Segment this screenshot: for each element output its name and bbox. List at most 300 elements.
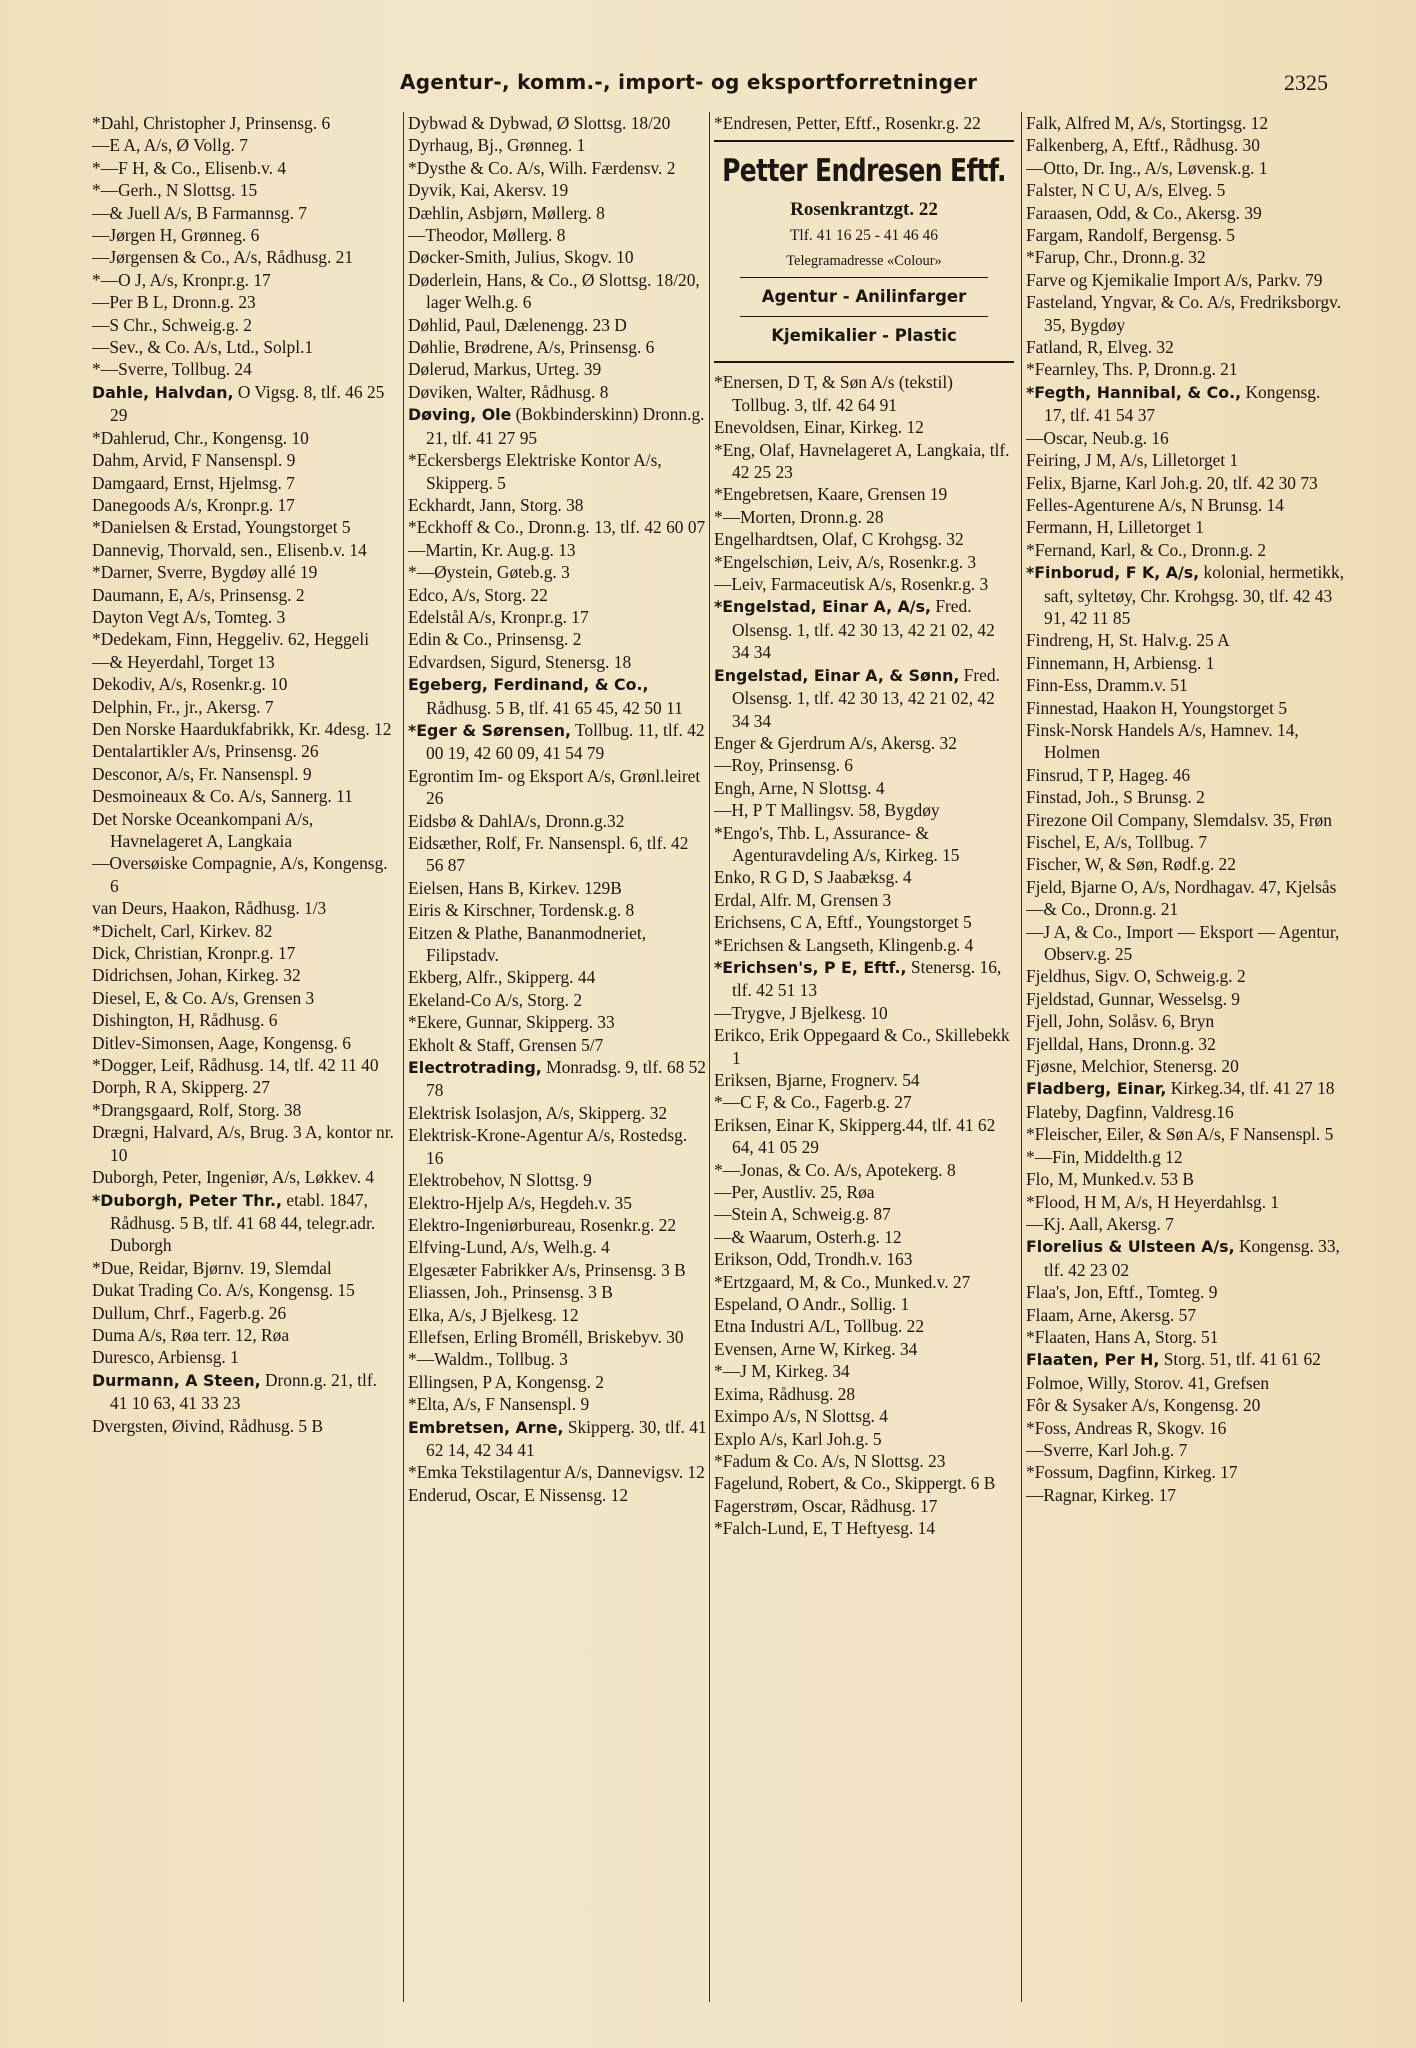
ad-line-agentur: Agentur - Anilinfarger (761, 287, 967, 307)
directory-entry (92, 157, 397, 179)
entry-text: *Farup, Chr., Dronn.g. 32 (1026, 247, 1206, 268)
entry-text: Feiring, J M, A/s, Lilletorget 1 (1026, 450, 1239, 471)
entry-text: Dæhlin, Asbjørn, Møllerg. 8 (408, 202, 605, 223)
directory-entry (92, 785, 397, 807)
entry-text: Fjell, John, Solåsv. 6, Bryn (1026, 1011, 1215, 1032)
entry-text: Finsrud, T P, Hageg. 46 (1026, 764, 1191, 785)
entry-text: Finsk-Norsk Handels A/s, Hamnev. 14, Holmen (1026, 719, 1299, 763)
entry-text: —Theodor, Møllerg. 8 (408, 225, 566, 246)
directory-entry (714, 573, 1014, 595)
column-3-entries (714, 371, 1014, 1539)
directory-entry (92, 1189, 397, 1257)
entry-text: *Foss, Andreas R, Skogv. 16 (1026, 1417, 1227, 1438)
directory-entry (92, 291, 397, 313)
directory-entry (1026, 1461, 1346, 1483)
directory-entry (1026, 381, 1346, 427)
directory-entry (1026, 629, 1346, 651)
column-divider (403, 112, 404, 2002)
directory-entry (1026, 898, 1346, 920)
directory-entry (714, 1248, 1014, 1270)
directory-entry (1026, 202, 1346, 224)
directory-entry (1026, 112, 1346, 134)
directory-entry (714, 1203, 1014, 1225)
entry-text: Elka, A/s, J Bjelkesg. 12 (408, 1304, 579, 1325)
entry-text: Dorph, R A, Skipperg. 27 (92, 1077, 270, 1098)
entry-text: —Martin, Kr. Aug.g. 13 (408, 539, 576, 560)
entry-text: Eximpo A/s, N Slottsg. 4 (714, 1406, 888, 1427)
entry-text: Finn-Ess, Dramm.v. 51 (1026, 675, 1188, 696)
column-divider (1021, 112, 1022, 2002)
column-divider (709, 112, 710, 2002)
ad-address: Rosenkrantzgt. 22 (790, 199, 938, 221)
entry-text: Erdal, Alfr. M, Grensen 3 (714, 889, 892, 910)
directory-entry (714, 1405, 1014, 1427)
entry-text: *Engebretsen, Kaare, Grensen 19 (714, 484, 948, 505)
directory-entry (408, 1348, 708, 1370)
entry-text: Kongensg. 17, tlf. 41 54 37 (1044, 381, 1321, 426)
entry-text: —Oversøiske Compagnie, A/s, Kongensg. 6 (92, 853, 388, 896)
directory-entry (1026, 1123, 1346, 1145)
directory-entry (1026, 809, 1346, 831)
entry-text: Fagerstrøm, Oscar, Rådhusg. 17 (714, 1495, 938, 1516)
directory-entry (92, 920, 397, 942)
directory-entry (92, 740, 397, 762)
entry-text: *Flaaten, Hans A, Storg. 51 (1026, 1326, 1219, 1347)
directory-entry (714, 112, 1014, 134)
directory-entry (92, 964, 397, 986)
directory-entry (92, 1166, 397, 1188)
directory-entry (1026, 1077, 1346, 1100)
entry-text: Fjeldstad, Gunnar, Wesselsg. 9 (1026, 988, 1240, 1009)
directory-entry (408, 449, 708, 494)
directory-entry (408, 719, 708, 765)
entry-text: *Darner, Sverre, Bygdøy allé 19 (92, 562, 318, 583)
entry-text: *Elta, A/s, F Nansenspl. 9 (408, 1394, 590, 1415)
entry-text: Dick, Christian, Kronpr.g. 17 (92, 943, 296, 964)
directory-entry (408, 1259, 708, 1281)
directory-entry (714, 1069, 1014, 1091)
directory-entry (92, 427, 397, 449)
entry-text: Desmoineaux & Co. A/s, Sannerg. 11 (92, 786, 353, 807)
directory-entry (92, 1076, 397, 1098)
directory-entry (1026, 786, 1346, 808)
entry-text: Finstad, Joh., S Brunsg. 2 (1026, 787, 1205, 808)
directory-entry (714, 664, 1014, 732)
directory-entry (714, 799, 1014, 821)
entry-bold-name: *Erichsen's, P E, Eftf., (714, 957, 907, 977)
entry-text: Døviken, Walter, Rådhusg. 8 (408, 381, 609, 402)
entry-text: Danegoods A/s, Kronpr.g. 17 (92, 494, 295, 515)
entry-text: Etna Industri A/L, Tollbug. 22 (714, 1316, 925, 1337)
directory-entry (1026, 246, 1346, 268)
directory-entry (408, 1192, 708, 1214)
entry-text: Dølerud, Markus, Urteg. 39 (408, 359, 602, 380)
entry-text: Døcker-Smith, Julius, Skogv. 10 (408, 247, 634, 268)
directory-entry (92, 1099, 397, 1121)
directory-entry (408, 246, 708, 268)
entry-text: —& Juell A/s, B Farmannsg. 7 (92, 202, 307, 223)
directory-entry (408, 1393, 708, 1415)
directory-entry (408, 1124, 708, 1169)
entry-text: Falkenberg, A, Eftf., Rådhusg. 30 (1026, 135, 1260, 156)
entry-text: Dybwad & Dybwad, Ø Slottsg. 18/20 (408, 113, 671, 133)
directory-entry (1026, 224, 1346, 246)
entry-text: Rådhusg. 5 B, tlf. 41 65 45, 42 50 11 (426, 697, 683, 718)
ad-company-name: Petter Endresen Eftf. (722, 152, 1006, 190)
directory-entry (408, 584, 708, 606)
entry-text: *—Sverre, Tollbug. 24 (92, 359, 252, 380)
directory-entry (714, 1517, 1014, 1539)
directory-entry (408, 765, 708, 810)
column-3-top-entries (714, 112, 1014, 134)
directory-entry (92, 112, 397, 134)
directory-entry (92, 269, 397, 291)
directory-entry (1026, 1213, 1346, 1235)
entry-text: Fatland, R, Elveg. 32 (1026, 337, 1174, 358)
entry-text: Edelstål A/s, Kronpr.g. 17 (408, 606, 589, 627)
entry-text: —H, P T Mallingsv. 58, Bygdøy (714, 800, 940, 821)
entry-bold-name: Florelius & Ulsteen A/s, (1026, 1237, 1235, 1257)
entry-text: Espeland, O Andr., Sollig. 1 (714, 1294, 910, 1315)
directory-entry (714, 911, 1014, 933)
directory-entry (714, 1002, 1014, 1024)
directory-entry (1026, 1146, 1346, 1168)
directory-entry (1026, 965, 1346, 987)
directory-entry (1026, 1348, 1346, 1371)
entry-text: —Trygve, J Bjelkesg. 10 (714, 1002, 888, 1023)
directory-entry (714, 1472, 1014, 1494)
entry-text: Eidsbø & DahlA/s, Dronn.g.32 (408, 810, 625, 831)
entry-text: *Engo's, Thb. L, Assurance- & Agenturavdeling A/s, Kirkeg. 15 (714, 822, 960, 865)
directory-entry (1026, 1191, 1346, 1213)
directory-entry (408, 1461, 708, 1483)
directory-entry (1026, 1281, 1346, 1303)
entry-text: Fjelldal, Hans, Dronn.g. 32 (1026, 1033, 1216, 1054)
entry-text: Ekberg, Alfr., Skipperg. 44 (408, 967, 596, 988)
entry-text: Eiris & Kirschner, Tordensk.g. 8 (408, 900, 635, 921)
entry-text: *Dahlerud, Chr., Kongensg. 10 (92, 427, 309, 448)
entry-text: Fjeld, Bjarne O, A/s, Nordhagav. 47, Kjelsås (1026, 876, 1337, 897)
entry-text: Dayton Vegt A/s, Tomteg. 3 (92, 606, 286, 627)
directory-entry (92, 1302, 397, 1324)
entry-bold-name: Engelstad, Einar A, & Sønn, (714, 665, 960, 685)
entry-text: Flo, M, Munked.v. 53 B (1026, 1169, 1194, 1190)
entry-text: Edvardsen, Sigurd, Stenersg. 18 (408, 651, 632, 672)
entry-text: Enderud, Oscar, E Nissensg. 12 (408, 1484, 629, 1505)
entry-text: *—Øystein, Gøteb.g. 3 (408, 562, 570, 583)
directory-entry (714, 506, 1014, 528)
directory-entry (714, 777, 1014, 799)
directory-entry (714, 439, 1014, 484)
directory-entry (408, 1326, 708, 1348)
directory-entry (1026, 697, 1346, 719)
directory-entry (714, 371, 1014, 416)
entry-text: Ellefsen, Erling Broméll, Briskebyv. 30 (408, 1326, 684, 1347)
entry-text: Desconor, A/s, Fr. Nansenspl. 9 (92, 763, 312, 784)
directory-column-4 (1026, 112, 1346, 2002)
directory-entry (714, 528, 1014, 550)
entry-text: Flaam, Arne, Akersg. 57 (1026, 1304, 1197, 1325)
entry-text: *Danielsen & Erstad, Youngstorget 5 (92, 517, 351, 538)
directory-entry (408, 1034, 708, 1056)
entry-text: —Kj. Aall, Akersg. 7 (1026, 1213, 1174, 1234)
directory-entry (1026, 179, 1346, 201)
entry-text: Dronn.g. 21, tlf. 41 10 63, 41 33 23 (110, 1369, 378, 1414)
directory-entry (408, 539, 708, 561)
entry-bold-name: Flaaten, Per H, (1026, 1350, 1160, 1370)
directory-entry (408, 606, 708, 628)
directory-entry (408, 1484, 708, 1506)
directory-entry (92, 628, 397, 650)
directory-entry (1026, 269, 1346, 291)
directory-entry (408, 922, 708, 967)
entry-text: Dentalartikler A/s, Prinsensg. 26 (92, 741, 319, 762)
ad-line-kjemikalier: Kjemikalier - Plastic (771, 326, 957, 346)
entry-text: Didrichsen, Johan, Kirkeg. 32 (92, 965, 301, 986)
directory-entry (714, 1338, 1014, 1360)
directory-entry (408, 1281, 708, 1303)
directory-entry (408, 381, 708, 403)
entry-text: Fargam, Randolf, Bergensg. 5 (1026, 225, 1235, 246)
directory-entry (714, 956, 1014, 1002)
entry-text: Eielsen, Hans B, Kirkev. 129B (408, 877, 622, 898)
directory-entry (92, 1032, 397, 1054)
entry-text: Elektrisk-Krone-Agentur A/s, Rostedsg. 16 (408, 1125, 688, 1168)
entry-text: Fjeldhus, Sigv. O, Schweig.g. 2 (1026, 966, 1246, 987)
directory-entry (408, 134, 708, 156)
ad-phone: Tlf. 41 16 25 - 41 46 46 (789, 227, 939, 245)
directory-entry (92, 224, 397, 246)
entry-text: Exima, Rådhusg. 28 (714, 1383, 856, 1404)
entry-text: Findreng, H, St. Halv.g. 25 A (1026, 630, 1230, 651)
entry-text: —E A, A/s, Ø Vollg. 7 (92, 135, 248, 156)
entry-text: (Bokbinderskinn) Dronn.g. 21, tlf. 41 27 95 (426, 404, 705, 448)
entry-bold-name: *Finborud, F K, A/s, (1026, 563, 1200, 583)
entry-text: *Dedekam, Finn, Heggeliv. 62, Heggeli (92, 629, 370, 650)
entry-text: *—Jonas, & Co. A/s, Apotekerg. 8 (714, 1159, 956, 1180)
directory-entry (408, 269, 708, 314)
entry-bold-name: Electrotrading, (408, 1058, 542, 1078)
directory-entry (408, 877, 708, 899)
directory-entry (714, 1114, 1014, 1159)
entry-bold-name: *Engelstad, Einar A, A/s, (714, 597, 931, 617)
directory-entry (408, 1011, 708, 1033)
entry-text: —Ragnar, Kirkeg. 17 (1026, 1484, 1176, 1505)
entry-text: Dukat Trading Co. A/s, Kongensg. 15 (92, 1280, 355, 1301)
entry-text: kolonial, hermetikk, saft, syltetøy, Chr. Krohgsg. 30, tlf. 42 43 91, 42 11 85 (1044, 562, 1345, 628)
directory-entry (714, 1360, 1014, 1382)
directory-entry (714, 1271, 1014, 1293)
directory-entry (1026, 134, 1346, 156)
entry-text: Duma A/s, Røa terr. 12, Røa (92, 1324, 290, 1345)
directory-entry (1026, 921, 1346, 966)
entry-text: Dyvik, Kai, Akersv. 19 (408, 180, 569, 201)
directory-entry (92, 1257, 397, 1279)
entry-text: Tollbug. 11, tlf. 42 00 19, 42 60 09, 41 54 79 (426, 719, 705, 764)
entry-text: Kirkeg.34, tlf. 41 27 18 (1166, 1078, 1335, 1099)
directory-entry (1026, 539, 1346, 561)
entry-text: Damgaard, Ernst, Hjelmsg. 7 (92, 472, 295, 493)
entry-text: Skipperg. 30, tlf. 41 62 14, 42 34 41 (426, 1416, 707, 1460)
entry-bold-name: Durmann, A Steen, (92, 1370, 261, 1390)
entry-text: Elektro-Hjelp A/s, Hegdeh.v. 35 (408, 1192, 632, 1213)
entry-text: —J A, & Co., Import — Eksport — Agentur, Observ.g. 25 (1026, 921, 1340, 965)
directory-entry (92, 718, 397, 740)
entry-text: Felles-Agenturene A/s, N Brunsg. 14 (1026, 494, 1284, 515)
entry-bold-name: *Eger & Sørensen, (408, 720, 571, 740)
entry-text: Flaa's, Jon, Eftf., Tomteg. 9 (1026, 1282, 1218, 1303)
entry-text: *—Gerh., N Slottsg. 15 (92, 180, 258, 201)
directory-entry (92, 1279, 397, 1301)
directory-entry (408, 516, 708, 538)
directory-entry (408, 899, 708, 921)
directory-entry (408, 651, 708, 673)
directory-entry (92, 808, 397, 853)
entry-text: *Engelschiøn, Leiv, A/s, Rosenkr.g. 3 (714, 551, 977, 572)
directory-entry (408, 157, 708, 179)
directory-entry (408, 673, 708, 719)
entry-text: Monradsg. 9, tlf. 68 52 78 (426, 1057, 707, 1101)
entry-text: van Deurs, Haakon, Rådhusg. 1/3 (92, 898, 327, 919)
entry-text: *—F H, & Co., Elisenb.v. 4 (92, 157, 287, 178)
page-number: 2325 (1284, 70, 1328, 95)
entry-text: —Roy, Prinsensg. 6 (714, 755, 853, 776)
directory-entry (92, 651, 397, 673)
entry-text: Eriksen, Bjarne, Frognerv. 54 (714, 1070, 920, 1090)
entry-text: Stenersg. 16, tlf. 42 51 13 (732, 956, 1002, 1001)
directory-entry (408, 989, 708, 1011)
entry-text: Enger & Gjerdrum A/s, Akersg. 32 (714, 732, 957, 753)
directory-entry (92, 472, 397, 494)
directory-entry (714, 1495, 1014, 1517)
directory-column-3 (714, 112, 1014, 2002)
entry-text: —& Waarum, Osterh.g. 12 (714, 1226, 902, 1247)
entry-text: Explo A/s, Karl Joh.g. 5 (714, 1428, 882, 1449)
entry-text: Fasteland, Yngvar, & Co. A/s, Fredriksborgv. 35, Bygdøy (1026, 292, 1342, 335)
entry-text: Engelhardtsen, Olaf, C Krohgsg. 32 (714, 529, 964, 550)
entry-text: Duresco, Arbiensg. 1 (92, 1347, 239, 1368)
directory-entry (408, 336, 708, 358)
entry-text: *Ekere, Gunnar, Skipperg. 33 (408, 1012, 615, 1033)
entry-text: *—O J, A/s, Kronpr.g. 17 (92, 269, 271, 290)
entry-text: —& Co., Dronn.g. 21 (1026, 899, 1179, 920)
directory-entry (714, 1293, 1014, 1315)
directory-entry (1026, 764, 1346, 786)
directory-entry (714, 551, 1014, 573)
directory-entry (408, 314, 708, 336)
entry-text: *Emka Tekstilagentur A/s, Dannevigsv. 12 (408, 1462, 705, 1483)
entry-text: *Fadum & Co. A/s, N Slottsg. 23 (714, 1450, 946, 1471)
directory-entry (1026, 291, 1346, 336)
directory-entry (1026, 516, 1346, 538)
entry-text: Dishington, H, Rådhusg. 6 (92, 1010, 278, 1031)
entry-text: Den Norske Haardukfabrikk, Kr. 4desg. 12 (92, 718, 392, 739)
directory-entry (1026, 427, 1346, 449)
directory-entry (92, 1009, 397, 1031)
directory-entry (92, 246, 397, 268)
directory-entry (714, 1226, 1014, 1248)
directory-entry (408, 1304, 708, 1326)
directory-column-2 (408, 112, 708, 2002)
directory-entry (408, 1416, 708, 1462)
entry-text: Eitzen & Plathe, Bananmodneriet, Filipstadv. (408, 922, 647, 966)
entry-text: *Eckersbergs Elektriske Kontor A/s, Skipperg. 5 (408, 450, 662, 493)
directory-entry (1026, 719, 1346, 764)
entry-text: Ekeland-Co A/s, Storg. 2 (408, 989, 583, 1010)
entry-text: —Otto, Dr. Ing., A/s, Løvensk.g. 1 (1026, 157, 1268, 178)
directory-entry (408, 494, 708, 516)
entry-text: Elektro-Ingeniørbureau, Rosenkr.g. 22 (408, 1214, 677, 1235)
entry-text: *Ertzgaard, M, & Co., Munked.v. 27 (714, 1271, 971, 1292)
directory-entry (92, 179, 397, 201)
directory-entry (714, 1383, 1014, 1405)
directory-entry (1026, 831, 1346, 853)
entry-text: Eckhardt, Jann, Storg. 38 (408, 494, 584, 515)
ad-telegram: Telegramadresse «Colour» (786, 253, 942, 270)
entry-text: *Dahl, Christopher J, Prinsensg. 6 (92, 113, 331, 133)
directory-entry (92, 942, 397, 964)
entry-text: Folmoe, Willy, Storov. 41, Grefsen (1026, 1372, 1270, 1393)
directory-entry (1026, 674, 1346, 696)
entry-bold-name: *Fegth, Hannibal, & Co., (1026, 382, 1242, 402)
entry-text: Enevoldsen, Einar, Kirkeg. 12 (714, 417, 924, 438)
directory-entry (408, 202, 708, 224)
entry-text: Fagelund, Robert, & Co., Skippergt. 6 B (714, 1473, 996, 1494)
entry-text: Elektrisk Isolasjon, A/s, Skipperg. 32 (408, 1102, 668, 1123)
directory-entry (1026, 358, 1346, 380)
entry-text: Elektrobehov, N Slottsg. 9 (408, 1170, 592, 1191)
directory-entry (408, 403, 708, 449)
entry-text: Eliassen, Joh., Prinsensg. 3 B (408, 1282, 613, 1303)
entry-text: Elgesæter Fabrikker A/s, Prinsensg. 3 B (408, 1259, 686, 1280)
entry-text: Erikco, Erik Oppegaard & Co., Skillebekk 1 (714, 1025, 1010, 1068)
directory-entry (714, 1159, 1014, 1181)
entry-text: *Fernand, Karl, & Co., Dronn.g. 2 (1026, 539, 1267, 560)
entry-text: *—J M, Kirkeg. 34 (714, 1361, 850, 1382)
directory-entry (1026, 561, 1346, 629)
directory-entry (92, 763, 397, 785)
directory-entry (408, 1102, 708, 1124)
directory-entry (408, 179, 708, 201)
entry-text: Ditlev-Simonsen, Aage, Kongensg. 6 (92, 1032, 351, 1053)
directory-entry (1026, 1394, 1346, 1416)
directory-columns (92, 112, 1352, 2012)
directory-entry (1026, 1168, 1346, 1190)
directory-entry (714, 483, 1014, 505)
entry-text: *Dichelt, Carl, Kirkev. 82 (92, 920, 273, 941)
page-header (0, 70, 1416, 104)
directory-entry (92, 202, 397, 224)
directory-entry (92, 897, 397, 919)
entry-text: Døhlid, Paul, Dælenengg. 23 D (408, 314, 627, 335)
directory-entry (714, 1428, 1014, 1450)
directory-entry (408, 1214, 708, 1236)
advertisement-box (714, 140, 1014, 363)
entry-bold-name: Embretsen, Arne, (408, 1417, 564, 1437)
directory-entry (408, 1169, 708, 1191)
directory-entry (92, 358, 397, 380)
entry-text: Fischer, W, & Søn, Rødf.g. 22 (1026, 854, 1236, 875)
entry-text: Dullum, Chrf., Fagerb.g. 26 (92, 1302, 287, 1323)
entry-text: Diesel, E, & Co. A/s, Grensen 3 (92, 987, 315, 1008)
directory-entry (1026, 1372, 1346, 1394)
entry-text: *Eckhoff & Co., Dronn.g. 13, tlf. 42 60 07 (408, 517, 706, 538)
entry-text: Delphin, Fr., jr., Akersg. 7 (92, 696, 274, 717)
entry-text: Døhlie, Brødrene, A/s, Prinsensg. 6 (408, 337, 655, 358)
directory-entry (92, 539, 397, 561)
entry-text: Dyrhaug, Bj., Grønneg. 1 (408, 135, 586, 156)
entry-text: —Jørgensen & Co., A/s, Rådhusg. 21 (92, 247, 354, 268)
